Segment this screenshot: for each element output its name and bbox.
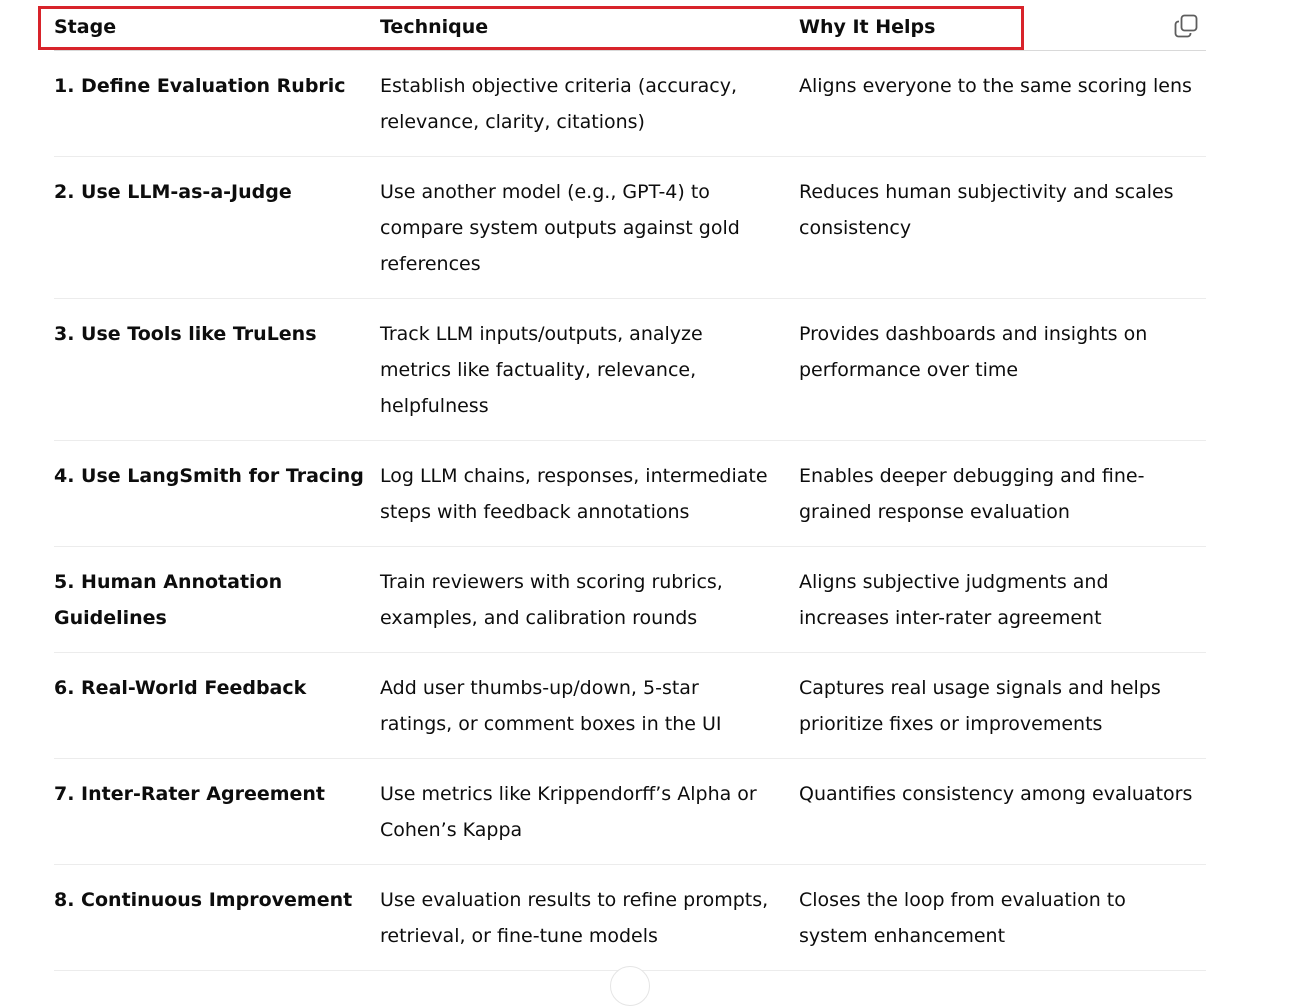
cell-technique: Train reviewers with scoring rubrics, examples, and calibration rounds [380, 547, 799, 653]
cell-technique: Log LLM chains, responses, intermediate steps with feedback annotations [380, 441, 799, 547]
copy-table-button[interactable] [1172, 12, 1200, 40]
cell-stage: 6. Real-World Feedback [54, 653, 380, 759]
cell-stage: 2. Use LLM-as-a-Judge [54, 157, 380, 299]
header-technique-label: Technique [380, 16, 489, 38]
cell-why: Aligns subjective judgments and increases inter-rater agreement [799, 547, 1206, 653]
table-row [54, 441, 1206, 547]
cell-why: Quantifies consistency among evaluators [799, 759, 1206, 865]
cell-technique: Use evaluation results to refine prompts, retrieval, or fine-tune models [380, 865, 799, 971]
evaluation-table [54, 0, 1206, 971]
cell-stage: 3. Use Tools like TruLens [54, 299, 380, 441]
cell-technique: Add user thumbs-up/down, 5-star ratings, or comment boxes in the UI [380, 653, 799, 759]
cell-stage: 5. Human Annotation Guidelines [54, 547, 380, 653]
table-body [54, 51, 1206, 971]
cell-why: Captures real usage signals and helps prioritize fixes or improvements [799, 653, 1206, 759]
cell-stage: 4. Use LangSmith for Tracing [54, 441, 380, 547]
cell-why: Provides dashboards and insights on performance over time [799, 299, 1206, 441]
table-row [54, 51, 1206, 157]
cell-technique: Track LLM inputs/outputs, analyze metrics like factuality, relevance, helpfulness [380, 299, 799, 441]
cell-stage: 8. Continuous Improvement [54, 865, 380, 971]
cell-technique: Use metrics like Krippendorff’s Alpha or Cohen’s Kappa [380, 759, 799, 865]
cell-why: Aligns everyone to the same scoring lens [799, 51, 1206, 157]
scroll-down-button[interactable] [610, 966, 650, 1006]
header-stage-label: Stage [54, 16, 117, 38]
cell-why: Reduces human subjectivity and scales consistency [799, 157, 1206, 299]
table-row [54, 865, 1206, 971]
cell-stage: 1. Define Evaluation Rubric [54, 51, 380, 157]
cell-technique: Establish objective criteria (accuracy, relevance, clarity, citations) [380, 51, 799, 157]
table-row [54, 299, 1206, 441]
table-header [54, 0, 1206, 51]
copy-icon [1173, 13, 1199, 39]
table-header-row [54, 0, 1206, 51]
header-why-label: Why It Helps [799, 16, 936, 38]
header-why [799, 0, 1206, 51]
cell-why: Closes the loop from evaluation to system enhancement [799, 865, 1206, 971]
cell-stage: 7. Inter-Rater Agreement [54, 759, 380, 865]
cell-why: Enables deeper debugging and fine-grained response evaluation [799, 441, 1206, 547]
evaluation-table-container [54, 0, 1206, 971]
header-technique [380, 0, 799, 51]
cell-technique: Use another model (e.g., GPT-4) to compare system outputs against gold references [380, 157, 799, 299]
table-row [54, 547, 1206, 653]
table-row [54, 759, 1206, 865]
header-stage [54, 0, 380, 51]
table-row [54, 653, 1206, 759]
table-row [54, 157, 1206, 299]
